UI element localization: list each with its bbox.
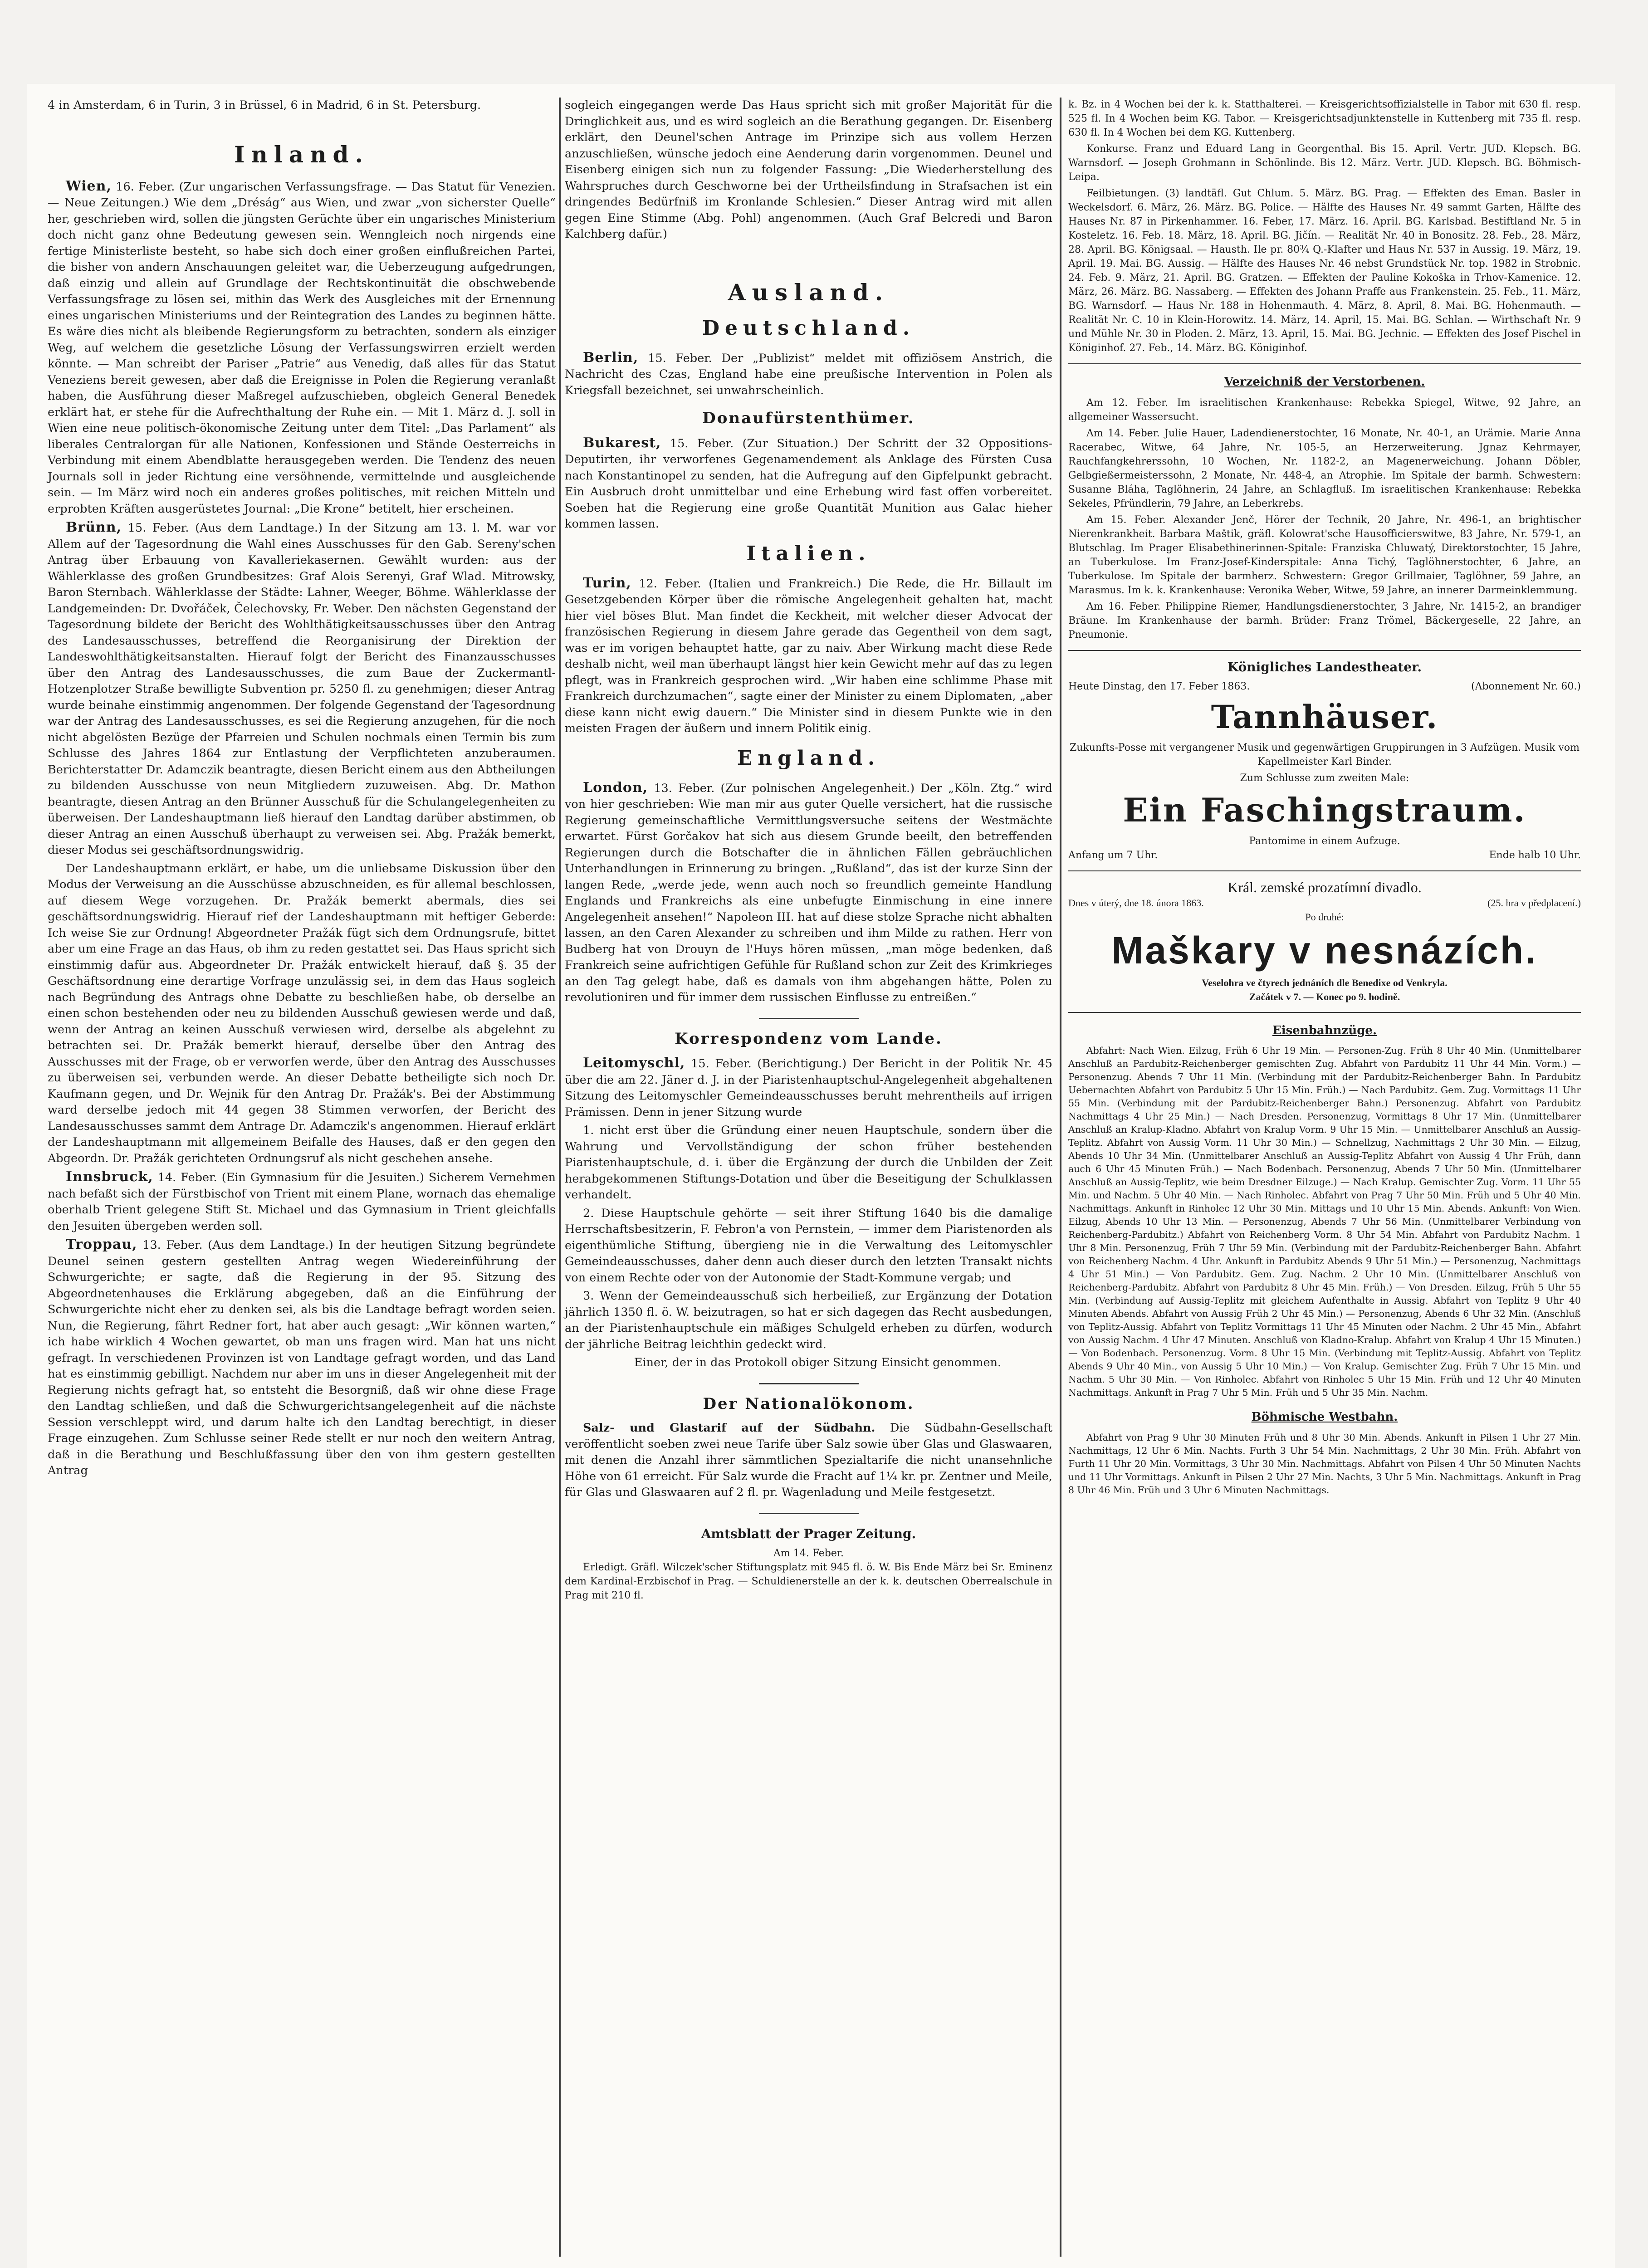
berlin-article bbox=[565, 350, 1052, 399]
column-rule-right bbox=[1060, 98, 1061, 2257]
westbahn-heading: Böhmische Westbahn. bbox=[1251, 1410, 1398, 1424]
london-article bbox=[565, 780, 1052, 1006]
leitomyschl-place: Leitomyschl, bbox=[583, 1055, 685, 1071]
deutschland-heading: Deutschland. bbox=[702, 316, 915, 340]
czech-theater-description: Veselohra ve čtyrech jednáních dle Benedixe od Venkryla. bbox=[1202, 977, 1448, 988]
separator-rule bbox=[759, 1018, 859, 1019]
theater-start: Anfang um 7 Uhr. bbox=[1068, 850, 1158, 861]
verstorbene-entry-2: Am 14. Feber. Julie Hauer, Ladendienerstochter, 16 Monate, Nr. 40-1, an Urämie. Marie Anna Racerabec, Witwe, 64 Jahre, Nr. 105-5, an Herzerweiterung. Jgnaz Kehrmayer, Rauchfangkehrerssohn, 10 Wochen, Nr. 1182-2, an Magenerweichung. Johann Döbler, Gelbgießermeisterssohn, 2 Monate, Nr. 448-4, an Atrophie. Im Spitale der barmh. Schwestern: Susanne Bláha, Taglöhnerin, 24 Jahre, an Schlagfluß. Im israelitischen Krankenhause: Rebekka Sekeles, Pfründlerin, 79 Jahre, an Leberkrebs. bbox=[1068, 427, 1581, 509]
separator-rule bbox=[1068, 363, 1581, 364]
amtsblatt-text: Erledigt. Gräfl. Wilczek'scher Stiftungsplatz mit 945 fl. ö. W. Bis Ende März bei Sr. Eminenz dem Kardinal-Erzbischof in Prag. — Schuldienerstelle an der k. k. deutschen Oberrealschule in Prag mit 210 fl. bbox=[565, 1562, 1052, 1601]
leitomyschl-article bbox=[565, 1055, 1052, 1120]
column-3 bbox=[1068, 98, 1581, 1499]
theater-pantomime: Pantomime in einem Aufzuge. bbox=[1249, 836, 1400, 847]
separator-rule bbox=[759, 1513, 859, 1514]
bruenn-place: Brünn, bbox=[66, 519, 122, 535]
theater-closing-note: Zum Schlusse zum zweiten Male: bbox=[1240, 772, 1409, 784]
amtsblatt-date: Am 14. Feber. bbox=[773, 1548, 844, 1559]
berlin-place: Berlin, bbox=[583, 349, 639, 366]
amtsblatt-heading: Amtsblatt der Prager Zeitung. bbox=[701, 1526, 916, 1541]
bukarest-article bbox=[565, 435, 1052, 533]
separator-rule bbox=[1068, 650, 1581, 651]
top-text-col1: 4 in Amsterdam, 6 in Turin, 3 in Brüssel, 6 in Madrid, 6 in St. Petersburg. bbox=[48, 98, 481, 112]
top-text-col2: sogleich eingegangen werde Das Haus spricht sich mit großer Majorität für die Dringlichkeit aus, und es wird sogleich an die Berathung gegangen. Dr. Eisenberg erklärt, den Deunel'schen Antrage im Prinzipe sich aus vollem Herzen anzuschließen, wünsche jedoch eine Aenderung darin vorgenommen. Deunel und Eisenberg einigen sich nun zu folgender Fassung: „Die Wiederherstellung des Wahrspruches durch Geschworne bei der Urtheilsfindung in Strafsachen ist ein dringendes Bedürfniß im Kronlande Schlesien.“ Dieser Antrag wird mit allen gegen Eine Stimme (Abg. Pohl) angenommen. (Auch Graf Belcredi und Baron Kalchberg dafür.) bbox=[565, 98, 1052, 241]
column-2 bbox=[565, 98, 1052, 1605]
verstorbene-entry-1: Am 12. Feber. Im israelitischen Krankenhause: Rebekka Spiegel, Witwe, 92 Jahre, an allgemeiner Wassersucht. bbox=[1068, 397, 1581, 423]
london-place: London, bbox=[583, 779, 648, 796]
czech-theater-heading: Král. zemské prozatímní divadlo. bbox=[1227, 879, 1422, 895]
bruenn-article-2: Der Landeshauptmann erklärt, er habe, um die unliebsame Diskussion über den Modus der Verweisung an die Ausschüsse abzuschneiden, es für allemal beschlossen, auf diesem Wege vorzugehen. Dr. Pražák bemerkt abermals, dies sei geschäftsordnungswidrig. Hierauf rief der Landeshauptmann mit heftiger Geberde: Ich weise Sie zur Ordnung! Abgeordneter Pražák fügt sich dem Ordnungsrufe, bittet aber um eine Frage an das Haus, ob ihm zu reden gestattet sei. Das Haus spricht sich einstimmig dafür aus. Abgeordneter Dr. Pražák entwickelt hierauf, daß §. 35 der Geschäftsordnung eine derartige Vorfrage unzulässig sei, in dem das Haus sogleich nach Begründung des Antrags ohne Debatte zu beschließen habe, ob derselbe an einen schon bestehenden oder neu zu bildenden Ausschuß gewiesen werde und daß, wenn der Antrag an keinen Ausschuß verwiesen wird, derselbe als abgelehnt zu betrachten sei. Dr. Pražák bemerkt hierauf, derselbe über den Antrag des Ausschusses mit der Frage, ob er verworfen werde, über den Antrag des Ausschusses zu überweisen sei, verbunden werde. An dieser Debatte betheiligte sich noch Dr. Kaufmann gegen, und Dr. Wejnik für den Antrag Dr. Pražák's. Bei der Abstimmung ward derselbe jedoch mit 44 gegen 38 Stimmen verworfen, der Bericht des Landesausschusses sammt dem Antrage Dr. Adamczik's angenommen. Hierauf erklärt der Landeshauptmann mit allgemeinem Beifalle des Hauses, daß er den gegen den Abgeordn. Dr. Pražák gerichteten Ordnungsruf als nicht geschehen ansehe. bbox=[48, 861, 556, 1165]
leitomyschl-point-1: 1. nicht erst über die Gründung einer neuen Hauptschule, sondern über die Wahrung und Vervollständigung der schon früher bestehenden Piaristenhauptschule, d. i. über die Ergänzung der durch die Unbilden der Zeit herabgekommenen Stiftungs-Dotation und über die Beseitigung der Schulklassen verhandelt. bbox=[565, 1124, 1052, 1202]
theater-description: Zukunfts-Posse mit vergangener Musik und gegenwärtigen Gruppirungen in 3 Aufzügen. Musik vom Kapellmeister Karl Binder. bbox=[1069, 742, 1580, 767]
bruenn-article bbox=[48, 519, 556, 859]
top-text-col3: k. Bz. in 4 Wochen bei der k. k. Statthalterei. — Kreisgerichtsoffizialstelle in Tabor mit 630 fl. resp. 525 fl. In 4 Wochen beim KG. Tabor. — Kreisgerichtsadjunktenstelle in Kuttenberg mit 735 fl. resp. 630 fl. In 4 Wochen bei dem KG. Kuttenberg. bbox=[1068, 99, 1581, 138]
czech-theater-abonnement: (25. hra v předplacení.) bbox=[1487, 897, 1581, 909]
theater-date-row bbox=[1068, 679, 1581, 694]
wien-text: 16. Feber. (Zur ungarischen Verfassungsfrage. — Das Statut für Venezien. — Neue Zeitungen.) Wie dem „Dréság“ aus Wien, und zwar „von sicherster Quelle“ her, geschrieben wird, sollen die jüngsten Gerüchte über ein ungarisches Ministerium doch nicht ganz ohne Bedeutung gewesen sein. Wenngleich noch nirgends eine fertige Ministerliste besteht, so habe sich doch einer großen einflußreichen Partei, die bisher von andern Anschauungen geleitet war, die Ueberzeugung aufgedrungen, daß einzig und allein auf Grundlage der Rechtskontinuität die obschwebende Verfassungsfrage zu lösen sei, mithin das Werk des Ausgleiches mit der Ernennung eines ungarischen Ministeriums und der Reintegration des Landes zu beginnen hätte. Es wäre dies nicht als bleibende Regierungsform zu betrachten, sondern als einziger Weg, auf welchem die gesetzliche Lösung der Verfassungswirren erzielt werden könnte. — Man schreibt der Pariser „Patrie“ aus Venedig, daß alles für das Statut Veneziens bereit gewesen, aber daß die Ereignisse in Polen die Regierung veranlaßt haben, die Ausführung dieser Maßregel aufzuschieben, obgleich General Benedek erklärt hat, er stehe für die Aufrechthaltung der Ruhe ein. — Mit 1. März d. J. soll in Wien eine neue politisch-ökonomische Zeitung unter dem Titel: „Das Parlament“ als liberales Centralorgan für alle Nationen, Konfessionen und Stände Oesterreichs in Verbindung mit einem Abendblatte herausgegeben werden. Die Tendenz des neuen Journals soll in jeder Richtung eine versöhnende, vermittelnde und ausgleichende sein. — Im März wird noch ein anderes großes politisches, mit reichen Mitteln und erprobten Kräften ausgerüstetes Journal: „Die Krone“ betitelt, hier erscheinen. bbox=[48, 180, 556, 516]
italien-heading: Italien. bbox=[746, 542, 871, 565]
salz-headline: Salz- und Glastarif auf der Südbahn. bbox=[583, 1421, 875, 1435]
bukarest-text: 15. Feber. (Zur Situation.) Der Schritt der 32 Oppositions-Deputirten, ihr verworfenes Gegenamendement als Anklage des Fürsten Cusa nach Konstantinopel zu senden, hat die Aufregung auf den Gipfelpunkt gebracht. Ein Ausbruch droht unmittelbar und eine Erhebung wird fast offen vorbereitet. Soeben hat die Regierung eine große Quantität Munition aus Galac hieher kommen lassen. bbox=[565, 436, 1053, 531]
theater-title: Tannhäuser. bbox=[1211, 698, 1438, 736]
troppau-article bbox=[48, 1237, 556, 1479]
column-rule-left bbox=[559, 98, 561, 2257]
leitomyschl-point-2: 2. Diese Hauptschule gehörte — seit ihrer Stiftung 1640 bis die damalige Herrschaftsbesitzerin, F. Febron'a von Pernstein, — immer dem Piaristenorden als eigenthümliche Stiftung, übergieng nie in die Verwaltung des Leitomyschler Gemeindeausschusses, daher denn auch dieser durch den letzten Transakt nichts von einem Rechte oder von der Autonomie der Stadt-Kommune vergab; und bbox=[565, 1206, 1052, 1285]
turin-text: 12. Feber. (Italien und Frankreich.) Die Rede, die Hr. Billault im Gesetzgebenden Körper über die römische Angelegenheit gehalten hat, macht hier viel böses Blut. Man findet die Keckheit, mit welcher dieser Advocat der französischen Regierung in diesem Jahre gerade das Gegentheil von dem sagt, was er im vorigen behauptet hatte, gar zu naiv. Aber Wirkung macht diese Rede deshalb nicht, weil man überhaupt längst hier kein Gewicht mehr auf das zu legen pflegt, was in Frankreich gesprochen wird. „Wir haben eine schlimme Phase mit Frankreich durchzumachen“, sagte einer der Minister zu einem Diplomaten, „aber diese kann nicht ewig dauern.“ Die Minister sind in diesem Punkte wie in den meisten Fragen der äußern und innern Politik einig. bbox=[565, 577, 1052, 735]
verstorbene-heading: Verzeichniß der Verstorbenen. bbox=[1224, 375, 1425, 389]
innsbruck-place: Innsbruck, bbox=[66, 1169, 153, 1185]
theater-date: Heute Dinstag, den 17. Feber 1863. bbox=[1068, 681, 1250, 692]
innsbruck-text: 14. Feber. (Ein Gymnasium für die Jesuiten.) Sicherem Vernehmen nach befaßt sich der Fürstbischof von Trient mit einem Plane, wornach das ehemalige oberhalb Trient gelegene Stift St. Michael und das Gymnasium in Trient gleichfalls den Jesuiten übergeben werden soll. bbox=[48, 1171, 556, 1233]
ausland-heading: Ausland. bbox=[728, 279, 890, 306]
wien-place: Wien, bbox=[66, 178, 112, 194]
separator-rule bbox=[759, 1383, 859, 1384]
london-text: 13. Feber. (Zur polnischen Angelegenheit.) Der „Köln. Ztg.“ wird von hier geschrieben: Wie man mir aus guter Quelle versichert, hat die russische Regierung gemeinschaftliche Vermittlungsversuche seitens der Westmächte erwartet. Fürst Gorčakov hat sich aus diesem Grunde beeilt, den betreffenden Regierungen durch die Botschafter die in ähnlichen Fällen gebräuchlichen Unterhandlungen in Erinnerung zu bringen. „Rußland“, das ist der kurze Sinn der langen Rede, „werde jede, wenn auch noch so freundlich gemeinte Handlung Englands und Frankreichs als eine unbefugte Einmischung in eine innere Angelegenheit ansehen!“ Napoleon III. hat auf diese stolze Sprache nicht abhalten lassen, an den Caren Alexander zu schreiben und ihm Milde zu rathen. Herr von Budberg hat von Drouyn de l'Huys hören müssen, „man möge bedenken, daß Frankreich seine aufrichtigen Gefühle für Rußland schon zur Zeit des Krimkrieges an den Tag gelegt habe, daß es damals von ihm abgehangen hätte, Polen zu revolutioniren und für immer dem russischen Einflusse zu entreißen.“ bbox=[565, 781, 1052, 1004]
bruenn-text: 15. Feber. (Aus dem Landtage.) In der Sitzung am 13. l. M. war vor Allem auf der Tagesordnung die Wahl eines Ausschusses für den Gab. Sereny'schen Antrag über Erbauung von Kavalleriekasernen. Gewählt wurden: aus der Wählerklasse des großen Grundbesitzes: Graf Alois Serenyi, Graf Wlad. Mitrowsky, Baron Sternbach. Wählerklasse der Städte: Lahner, Weeger, Böhme. Wählerklasse der Landgemeinden: Dr. Dvořáček, Čelechovsky, Fr. Weber. Den nächsten Gegenstand der Tagesordnung bildete der Bericht des Wohlthätigkeitsausschusses über den Antrag des Landesausschusses, betreffend die Reorganisirung der Direktion der Landeswohlthätigkeitsanstalten. Hierauf folgt der Bericht des Finanzausschusses über den Antrag des Landesausschusses, die zum Baue der Zuckermantl-Hotzenplotzer Straße bewilligte Subvention pr. 5250 fl. zu genehmigen; dieser Antrag wurde beinahe einstimmig angenommen. Der folgende Gegenstand der Tagesordnung war der Antrag des Landesausschusses, es sei die Regierung anzugehen, für die noch nicht abgelösten Bezüge der Pfarreien und Schulen nochmals einen Termin bis zum Schlusse des Jahres 1864 zur Entlastung der Verpflichteten anzuberaumen. Berichterstatter Dr. Adamczik beantragte, diesen Bericht einem aus den Abtheilungen zu bildenden Ausschusse von neun Mitgliedern zuzuweisen. Abg. Dr. Mathon beantragte, diesen Antrag an den Brünner Ausschuß für die Schulangelegenheiten zu überweisen. Der Landeshauptmann ließ hierauf den Landtag darüber abstimmen, ob dieser Antrag an einen Ausschuß überhaupt zu verweisen sei. Abg. Pražák bemerkt, dieser Modus sei geschäftsordnungswidrig. bbox=[48, 521, 556, 857]
salz-article bbox=[565, 1420, 1052, 1501]
czech-theater-time: Začátek v 7. — Konec po 9. hodině. bbox=[1249, 991, 1400, 1002]
nationaloekonom-heading: Der Nationalökonom. bbox=[703, 1394, 914, 1413]
separator-rule bbox=[1068, 870, 1581, 871]
theater-times-row bbox=[1068, 848, 1581, 862]
bukarest-place: Bukarest, bbox=[583, 435, 661, 451]
verstorbene-entry-4: Am 16. Feber. Philippine Riemer, Handlungsdienerstochter, 3 Jahre, Nr. 1415-2, an brandiger Bräune. Im Krankenhause der barmh. Brüder: Franz Trömel, Bäckergeselle, 22 Jahre, an Pneumonie. bbox=[1068, 601, 1581, 640]
innsbruck-article bbox=[48, 1169, 556, 1234]
leitomyschl-text: 15. Feber. (Berichtigung.) Der Bericht in der Politik Nr. 45 über die am 22. Jäner d. J. in der Piaristenhauptschul-Angelegenheit abgehaltenen Sitzung des Leitomyschler Gemeindeausschusses beruht mehrentheils auf irrigen Prämissen. Denn in jener Sitzung wurde bbox=[565, 1057, 1052, 1119]
separator-rule bbox=[1068, 1012, 1581, 1013]
turin-place: Turin, bbox=[583, 575, 631, 591]
leitomyschl-point-3: 3. Wenn der Gemeindeausschuß sich herbeiließ, zur Ergänzung der Dotation jährlich 1350 fl. ö. W. beizutragen, so hat er sich dagegen das Recht ausbedungen, an der Piaristenhauptschule ein mäßiges Schulgeld erheben zu dürfen, wodurch der jährliche Beitrag leichthin gedeckt wird. bbox=[565, 1289, 1052, 1351]
inland-heading: Inland. bbox=[234, 141, 369, 168]
eisenbahn-heading: Eisenbahnzüge. bbox=[1272, 1023, 1377, 1037]
theater-heading: Königliches Landestheater. bbox=[1227, 659, 1422, 675]
theater-end: Ende halb 10 Uhr. bbox=[1489, 850, 1581, 861]
salz-text: Die Südbahn-Gesellschaft veröffentlicht soeben zwei neue Tarife über Salz sowie über Glas und Glaswaaren, mit denen die Anzahl ihrer sämmtlichen Spezialtarife die nicht unansehnliche Höhe von 61 erreicht. Für Salz wurde die Fracht auf 1¼ kr. pr. Zentner und Meile, für Glas und Glaswaaren auf 2 fl. pr. Wagenladung und Meile festgesetzt. bbox=[565, 1421, 1052, 1499]
czech-theater-date-row bbox=[1068, 896, 1581, 910]
leitomyschl-signature: Einer, der in das Protokoll obiger Sitzung Einsicht genommen. bbox=[634, 1356, 1002, 1369]
berlin-text: 15. Feber. Der „Publizist“ meldet mit offiziösem Anstrich, die Nachricht des Czas, England habe eine preußische Intervention in Polen als Kriegsfall bezeichnet, sei unwahrscheinlich. bbox=[565, 351, 1052, 397]
westbahn-text: Abfahrt von Prag 9 Uhr 30 Minuten Früh und 8 Uhr 30 Min. Abends. Ankunft in Pilsen 1 Uhr 27 Min. Nachmittags, 12 Uhr 6 Min. Nachts. Furth 3 Uhr 54 Min. Nachmittags, 2 Uhr 30 Min. Früh. Abfahrt von Furth 11 Uhr 20 Min. Vormittags, 3 Uhr 30 Min. Nachmittags. Abfahrt von Pilsen 4 Uhr 50 Minuten Nachts und 11 Uhr Vormittags. Ankunft in Pilsen 2 Uhr 27 Min. Nachts, 3 Uhr 5 Min. Nachmittags. Ankunft in Prag 8 Uhr 46 Min. Früh und 3 Uhr 6 Minuten Nachmittags. bbox=[1068, 1432, 1581, 1496]
czech-theater-title: Maškary v nesnázích. bbox=[1111, 929, 1538, 972]
england-heading: England. bbox=[737, 746, 880, 770]
czech-theater-date: Dnes v úterý, dne 18. února 1863. bbox=[1068, 897, 1204, 909]
turin-article bbox=[565, 575, 1052, 737]
feilbietungen-text: Feilbietungen. (3) landtäfl. Gut Chlum. 5. März. BG. Prag. — Effekten des Eman. Basler in Weckelsdorf. 6. März, 26. März. BG. Police. — Hälfte des Hauses Nr. 49 sammt Garten, Hälfte des Hauses Nr. 87 in Pirkenhammer. 16. Feber, 17. März. 16. April. BG. Karlsbad. Bestiftland Nr. 5 in Kosteletz. 16. Feb. 18. März, 18. April. BG. Jičín. — Realität Nr. 40 in Bonositz. 28. Feb., 28. März, 28. April. BG. Königsaal. — Hausth. Ile pr. 80¾ Q.-Klafter und Haus Nr. 537 in Aussig. 19. März, 19. April. 19. Mai. BG. Aussig. — Hälfte des Hauses Nr. 46 nebst Grundstück Nr. top. 1982 in Strobnic. 24. Feb. 9. März, 21. April. BG. Gratzen. — Effekten der Pauline Kokoška in Trhov-Kamenice. 12. März, 26. März. BG. Nassaberg. — Effekten des Johann Praffe aus Frankenstein. 25. Feb., 11. März, BG. Warnsdorf. — Haus Nr. 188 in Hohenmauth. 4. März, 8. April, 8. Mai. BG. Hohenmauth. — Realität Nr. C. 10 in Klein-Horowitz. 14. März, 14. April, 15. Mai. BG. Schlan. — Wirthschaft Nr. 9 und Mühle Nr. 30 in Ploden. 2. März, 13. April, 15. Mai. BG. Jechnic. — Effekten des Josef Pischel in Königinhof. 27. Feb., 14. März. BG. Königinhof. bbox=[1068, 188, 1581, 354]
troppau-place: Troppau, bbox=[66, 1237, 137, 1252]
konkurse-text: Konkurse. Franz und Eduard Lang in Georgenthal. Bis 15. April. Vertr. JUD. Klepsch. BG. Warnsdorf. — Joseph Grohmann in Schönlinde. Bis 12. März. Vertr. JUD. Klepsch. BG. Böhmisch-Leipa. bbox=[1068, 143, 1581, 183]
eisenbahn-text: Abfahrt: Nach Wien. Eilzug, Früh 6 Uhr 19 Min. — Personen-Zug. Früh 8 Uhr 40 Min. (Unmittelbarer Anschluß an Pardubitz-Reichenberger gemischten Zug. Abfahrt von Pardubitz 11 Uhr 44 Min. Vorm.) — Personenzug. Abends 7 Uhr 11 Min. (Verbindung mit der Pardubitz-Reichenberger Bahn. In Pardubitz Uebernachten Abfahrt von Pardubitz 5 Uhr 15 Min. Früh.) — Nach Pardubitz. Gem. Zug. Vormittags 11 Uhr 55 Min. (Verbindung mit der Pardubitz-Reichenberger Bahn.) Personenzug. Abfahrt von Pardubitz Nachmittags 4 Uhr 25 Min.) — Nach Dresden. Personenzug, Vormittags 8 Uhr 17 Min. (Unmittelbarer Anschluß an Kralup-Kladno. Abfahrt von Kralup Vorm. 9 Uhr 15 Min. — Unmittelbarer Anschluß an Aussig-Teplitz. Abfahrt von Aussig Vorm. 11 Uhr 30 Min.) — Schnellzug, Nachmittags 2 Uhr 30 Min. — Eilzug, Abends 10 Uhr 34 Min. (Unmittelbarer Anschluß an Aussig-Teplitz Abfahrt von Aussig 4 Uhr Früh, dann auch 6 Uhr 45 Minuten Früh.) — Nach Bodenbach. Personenzug, Abends 7 Uhr 50 Min. (Unmittelbarer Anschluß an Aussig-Teplitz, wie beim Dresdner Eilzuge.) — Nach Kralup. Gemischter Zug. Vorm. 11 Uhr 55 Min. und Nachm. 5 Uhr 40 Min. — Nach Rinholec. Abfahrt von Prag 7 Uhr 50 Min. Früh und 5 Uhr 40 Min. Nachmittags. Ankunft in Rinholec 12 Uhr 30 Min. Mittags und 10 Uhr 15 Min. Abends. Ankunft: Von Wien. Eilzug, Abends 10 Uhr 13 Min. — Personenzug, Abends 7 Uhr 56 Min. (Unmittelbarer Verbindung von Reichenberg-Pardubitz.) Abfahrt von Reichenberg Vorm. 8 Uhr 54 Min. Abfahrt von Pardubitz Nachm. 1 Uhr 8 Min. Personenzug, Früh 7 Uhr 59 Min. (Verbindung mit der Pardubitz-Reichenberger Bahn. Abfahrt von Reichenberg Nachm. 4 Uhr. Ankunft in Pardubitz Abends 9 Uhr 51 Min.) — Personenzug, Nachmittags 4 Uhr 51 Min.) — Von Pardubitz. Gem. Zug. Nachm. 2 Uhr 10 Min. (Unmittelbarer Anschluß von Reichenberg-Pardubitz. Abfahrt von Pardubitz 8 Uhr 45 Min. Früh.) — Von Dresden. Eilzug, Früh 5 Uhr 55 Min. (Verbindung auf Aussig-Teplitz mit gleichem Aufenthalte in Aussig. Abfahrt von Teplitz 9 Uhr 40 Minuten Abends. Abfahrt von Aussig Früh 2 Uhr 45 Min.) — Personenzug, Abends 6 Uhr 32 Min. (Anschluß von Teplitz-Aussig. Abfahrt von Teplitz Vormittags 11 Uhr 45 Minuten oder Nachm. 2 Uhr 45 Min., Abfahrt von Aussig Nachm. 4 Uhr 47 Minuten. Anschluß von Kladno-Kralup. Abfahrt von Kralup 4 Uhr 15 Minuten.) — Von Bodenbach. Personenzug. Vorm. 8 Uhr 15 Min. (Verbindung mit Teplitz-Aussig. Abfahrt von Teplitz Abends 9 Uhr 40 Min., von Aussig 5 Uhr 10 Min.) — Von Kralup. Gemischter Zug. Früh 7 Uhr 15 Min. und Nachm. 5 Uhr 30 Min. — Von Rinholec. Abfahrt von Rinholec 5 Uhr 15 Min. Früh und 12 Uhr 40 Minuten Nachmittags. Ankunft in Prag 7 Uhr 5 Min. Früh und 5 Uhr 35 Min. Nachm. bbox=[1068, 1045, 1581, 1398]
czech-theater-pod: Po druhé: bbox=[1305, 911, 1344, 923]
troppau-text: 13. Feber. (Aus dem Landtage.) In der heutigen Sitzung begründete Deunel seinen gestern gestellten Antrag wegen Wiedereinführung der Schwurgerichte; er sagte, daß die Regierung in der 95. Sitzung des Abgeordnetenhauses die Erklärung abgegeben, daß an die Einführung der Schwurgerichte nicht eher zu denken sei, als bis die Landtage befragt worden seien. Nun, die Regierung, fährt Redner fort, hat aber auch gesagt: „Wir können warten,“ ich habe wirklich 4 Wochen gewartet, ob man uns fragen wird. Man hat uns nicht gefragt. In verschiedenen Provinzen ist von Landtage gefragt worden, und das Land hat es einstimmig gebilligt. Nachdem nur aber im uns in dieser Angelegenheit mit der Regierung nichts gefragt hat, so entsteht die Besorgniß, daß wir ohne diese Frage den Landtag schließen, und daß die Schwurgerichtsangelegenheit auf die nächste Session verschleppt wird, und darum halte ich den Landtag berechtigt, in dieser Frage einzugehen. Zum Schlusse seiner Rede stellt er nur noch den weitern Antrag, daß in die Berathung und Beschlußfassung über den von ihm gestern gestellten Antrag bbox=[48, 1238, 556, 1477]
verstorbene-entry-3: Am 15. Feber. Alexander Jenč, Hörer der Technik, 20 Jahre, Nr. 496-1, an brightischer Nierenkrankheit. Barbara Maštik, gräfl. Kolowrat'sche Hausofficierswitwe, 83 Jahre, Nr. 579-1, an Blutschlag. Im Prager Elisabethinerinnen-Spitale: Franziska Chluwatý, Direktorstochter, 15 Jahre, an Tuberkulose. Im Franz-Josef-Kinderspitale: Anna Tichý, Taglöhnerstochter, 6 Jahre, an Tuberkulose. Im Spitale der barmherz. Schwestern: Gregor Grillmaier, Taglöhner, 59 Jahre, an Marasmus. Im k. k. Krankenhause: Veronika Weber, Witwe, 59 Jahre, an innerer Darmeinklemmung. bbox=[1068, 514, 1581, 596]
wien-article bbox=[48, 178, 556, 518]
theater-abonnement: (Abonnement Nr. 60.) bbox=[1471, 681, 1581, 692]
theater-title-2: Ein Faschingstraum. bbox=[1123, 791, 1526, 829]
column-1 bbox=[48, 98, 556, 1481]
donau-heading: Donaufürstenthümer. bbox=[702, 409, 915, 427]
korrespondenz-heading: Korrespondenz vom Lande. bbox=[675, 1029, 943, 1048]
